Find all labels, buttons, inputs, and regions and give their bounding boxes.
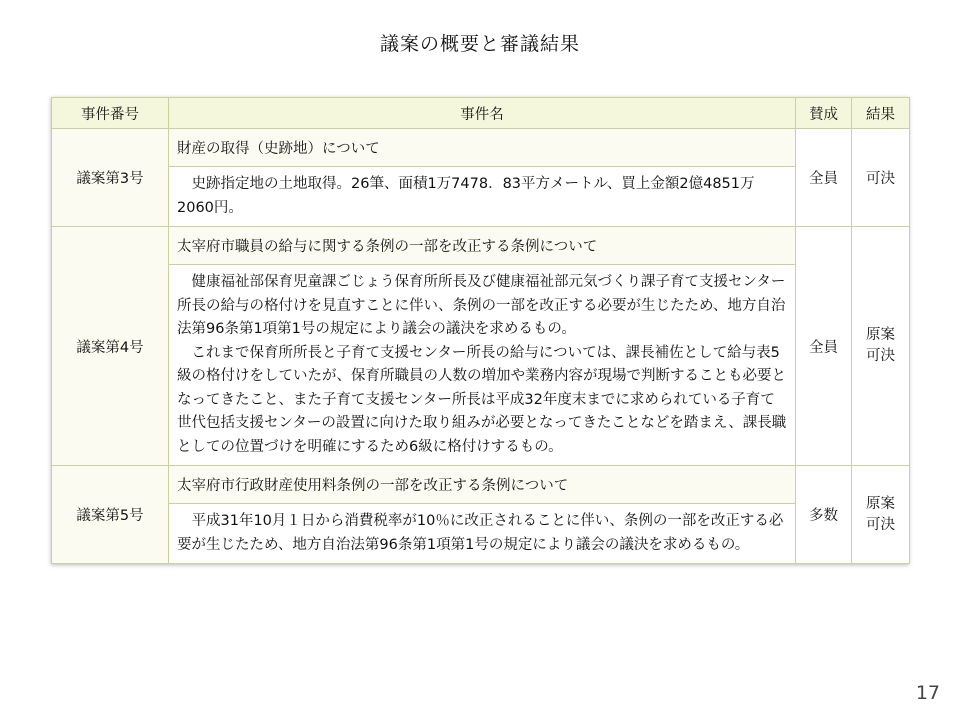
table-row	[52, 265, 910, 466]
results-table	[51, 97, 910, 564]
page-title: 議案の概要と審議結果	[379, 33, 580, 55]
table-row	[52, 227, 910, 265]
case-number-cell: 議案第3号	[52, 129, 169, 227]
result-cell: 可決	[852, 129, 910, 227]
table-row	[52, 129, 910, 167]
header-approval: 賛成	[796, 98, 852, 129]
case-subject: 太宰府市行政財産使用料条例の一部を改正する条例について	[169, 466, 796, 504]
result-cell: 原案可決	[865, 327, 895, 364]
case-description	[169, 167, 796, 227]
result-cell-wrapper	[852, 466, 910, 564]
page-number: 17	[915, 682, 940, 704]
description-paragraph: 史跡指定地の土地取得。26筆、面積1万7478．83平方メートル、買上金額2億4851万2060円。	[177, 176, 755, 216]
case-subject: 財産の取得（史跡地）について	[169, 129, 796, 167]
description-paragraph: 健康福祉部保育児童課ごじょう保育所所長及び健康福祉部元気づくり課子育て支援センター所長の給与の格付けを見直すことに伴い、条例の一部を改正する必要が生じたため、地方自治法第96条第1項第1号の規定により議会の議決を求めるもの。	[177, 274, 786, 337]
header-case-number: 事件番号	[52, 98, 169, 129]
case-description	[169, 504, 796, 564]
approval-cell: 全員	[796, 227, 852, 466]
result-cell-wrapper	[852, 227, 910, 466]
table-row	[52, 504, 910, 564]
table-row	[52, 167, 910, 227]
approval-cell: 多数	[796, 466, 852, 564]
case-number-cell: 議案第4号	[52, 227, 169, 466]
table-row	[52, 466, 910, 504]
approval-cell: 全員	[796, 129, 852, 227]
case-subject: 太宰府市職員の給与に関する条例の一部を改正する条例について	[169, 227, 796, 265]
table-header-row	[52, 98, 910, 129]
result-cell: 原案可決	[865, 495, 895, 533]
description-paragraph: 平成31年10月１日から消費税率が10％に改正されることに伴い、条例の一部を改正する必要が生じたため、地方自治法第96条第1項第1号の規定により議会の議決を求めるもの。	[177, 513, 784, 553]
header-result: 結果	[852, 98, 910, 129]
results-table-wrapper	[51, 97, 909, 564]
header-case-name: 事件名	[169, 98, 796, 129]
case-description	[169, 265, 796, 466]
case-number-cell: 議案第5号	[52, 466, 169, 564]
description-paragraph: これまで保育所所長と子育て支援センター所長の給与については、課長補佐として給与表5級の格付けをしていたが、保育所職員の人数の増加や業務内容が現場で判断することも必要となってきたこと、また子育て支援センター所長は平成32年度末までに求められている子育て世代包括支援センターの設置に向けた取り組みが必要となってきたことなどを踏まえ、課長職としての位置づけを明確にするため6級に格付けするもの。	[177, 344, 787, 455]
